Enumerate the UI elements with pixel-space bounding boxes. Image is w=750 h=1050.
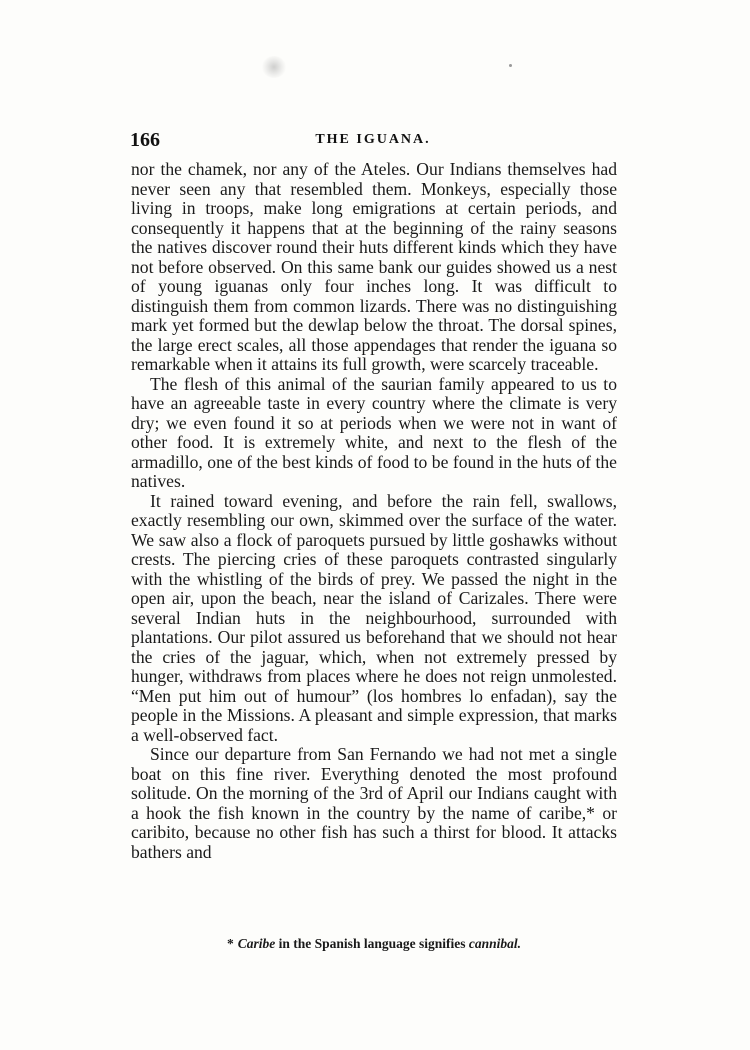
paragraph-3: It rained toward evening, and before the rain fell, swallows, exactly resembling our own, skimmed over the surface of the water. We saw also a flock of paroquets pursued by little goshawks without crests. The piercing cries of these paroquets contrasted singularly with the whistling of the birds of prey. We passed the night in the open air, upon the beach, near the island of Carizales. There were several Indian huts in the neighbourhood, surrounded with plantations. Our pilot assured us beforehand that we should not hear the cries of the jaguar, which, when not extremely pressed by hunger, withdraws from places where he does not reign unmolested. “Men put him out of humour” (los hombres lo enfadan), say the people in the Missions. A pleasant and simple expression, that marks a well-observed fact. (131, 490, 617, 745)
running-head: THE IGUANA. (315, 132, 431, 147)
page-header (130, 128, 616, 152)
paragraph-2: The flesh of this animal of the saurian family appeared to us to have an agreeable taste in every country where the climate is very dry; we even found it so at periods when we were not in want of other food. It is extremely white, and next to the flesh of the armadillo, one of the best kinds of food to be found in the huts of the natives. (131, 373, 617, 491)
body-text (131, 160, 617, 862)
footnote-term: Caribe (237, 936, 276, 951)
footnote-marker: * (227, 936, 234, 951)
footnote-meaning: cannibal. (468, 936, 521, 951)
footnote (131, 935, 617, 953)
paragraph-4: Since our departure from San Fernando we had not met a single boat on this fine river. Everything denoted the most profound solitude. On the morning of the 3rd of April our Indians caught with a hook the fish known in the country by the name of caribe,* or caribito, because no other fish has such a thirst for blood. It attacks bathers and (131, 744, 617, 862)
page-number: 166 (130, 129, 160, 151)
footnote-text: in the Spanish language signifies (275, 936, 469, 951)
ink-speck (509, 64, 512, 67)
paragraph-1: nor the chamek, nor any of the Ateles. Our Indians themselves had never seen any that resembled them. Monkeys, especially those living in troops, make long emigrations at certain periods, and consequently it happens that at the beginning of the rainy seasons the natives discover round their huts different kinds which they have not before observed. On this same bank our guides showed us a nest of young iguanas only four inches long. It was difficult to distinguish them from common lizards. There was no distinguishing mark yet formed but the dewlap below the throat. The dorsal spines, the large erect scales, all those appendages that render the iguana so remarkable when it attains its full growth, were scarcely traceable. (131, 159, 617, 374)
ink-smudge (262, 56, 286, 78)
